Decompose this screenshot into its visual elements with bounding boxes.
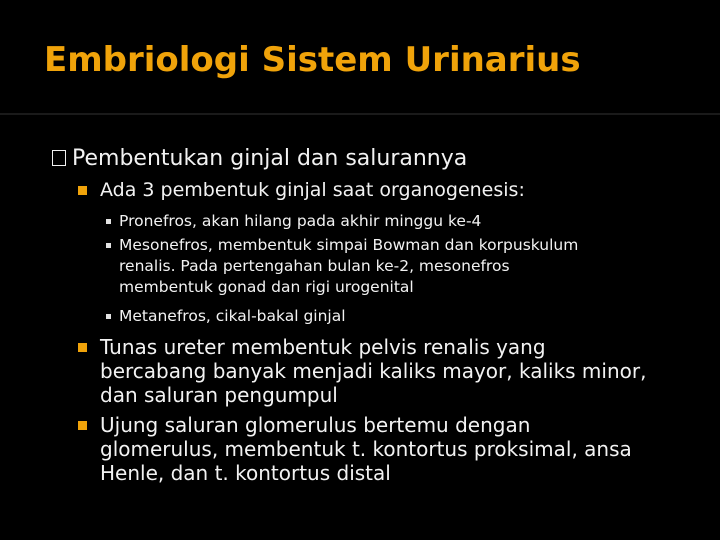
bullet-level3-line: membentuk gonad dan rigi urogenital (119, 278, 414, 296)
title-bar (0, 0, 720, 113)
bullet-level3-line: renalis. Pada pertengahan bulan ke-2, mesonefros (119, 257, 510, 275)
square-bullet-icon (78, 186, 87, 195)
slide-body (0, 140, 720, 520)
small-square-bullet-icon (106, 243, 111, 248)
bullet-level3-line: Pronefros, akan hilang pada akhir minggu ke-4 (119, 212, 482, 230)
small-square-bullet-icon (106, 314, 111, 319)
bullet-level3-line: Mesonefros, membentuk simpai Bowman dan korpuskulum (119, 236, 579, 254)
bullet-level1 (52, 146, 467, 171)
bullet-level2-line: bercabang banyak menjadi kaliks mayor, kaliks minor, (100, 359, 647, 383)
bullet-level2-line: dan saluran pengumpul (100, 383, 338, 407)
bullet-level2-line: Tunas ureter membentuk pelvis renalis yang (100, 335, 546, 359)
square-bullet-icon (78, 421, 87, 430)
small-square-bullet-icon (106, 219, 111, 224)
bullet-level2-line: glomerulus, membentuk t. kontortus proksimal, ansa (100, 437, 632, 461)
bullet-level1-text: Pembentukan ginjal dan salurannya (72, 146, 468, 171)
bullet-level2-line: Ada 3 pembentuk ginjal saat organogenesis: (100, 179, 525, 201)
checkbox-bullet-icon (52, 150, 66, 166)
bullet-level2-line: Ujung saluran glomerulus bertemu dengan (100, 413, 531, 437)
bullet-level2-line: Henle, dan t. kontortus distal (100, 461, 391, 485)
bullet-level3-line: Metanefros, cikal-bakal ginjal (119, 307, 346, 325)
title-divider (0, 113, 720, 115)
square-bullet-icon (78, 343, 87, 352)
slide-title: Embriologi Sistem Urinarius (44, 40, 581, 80)
